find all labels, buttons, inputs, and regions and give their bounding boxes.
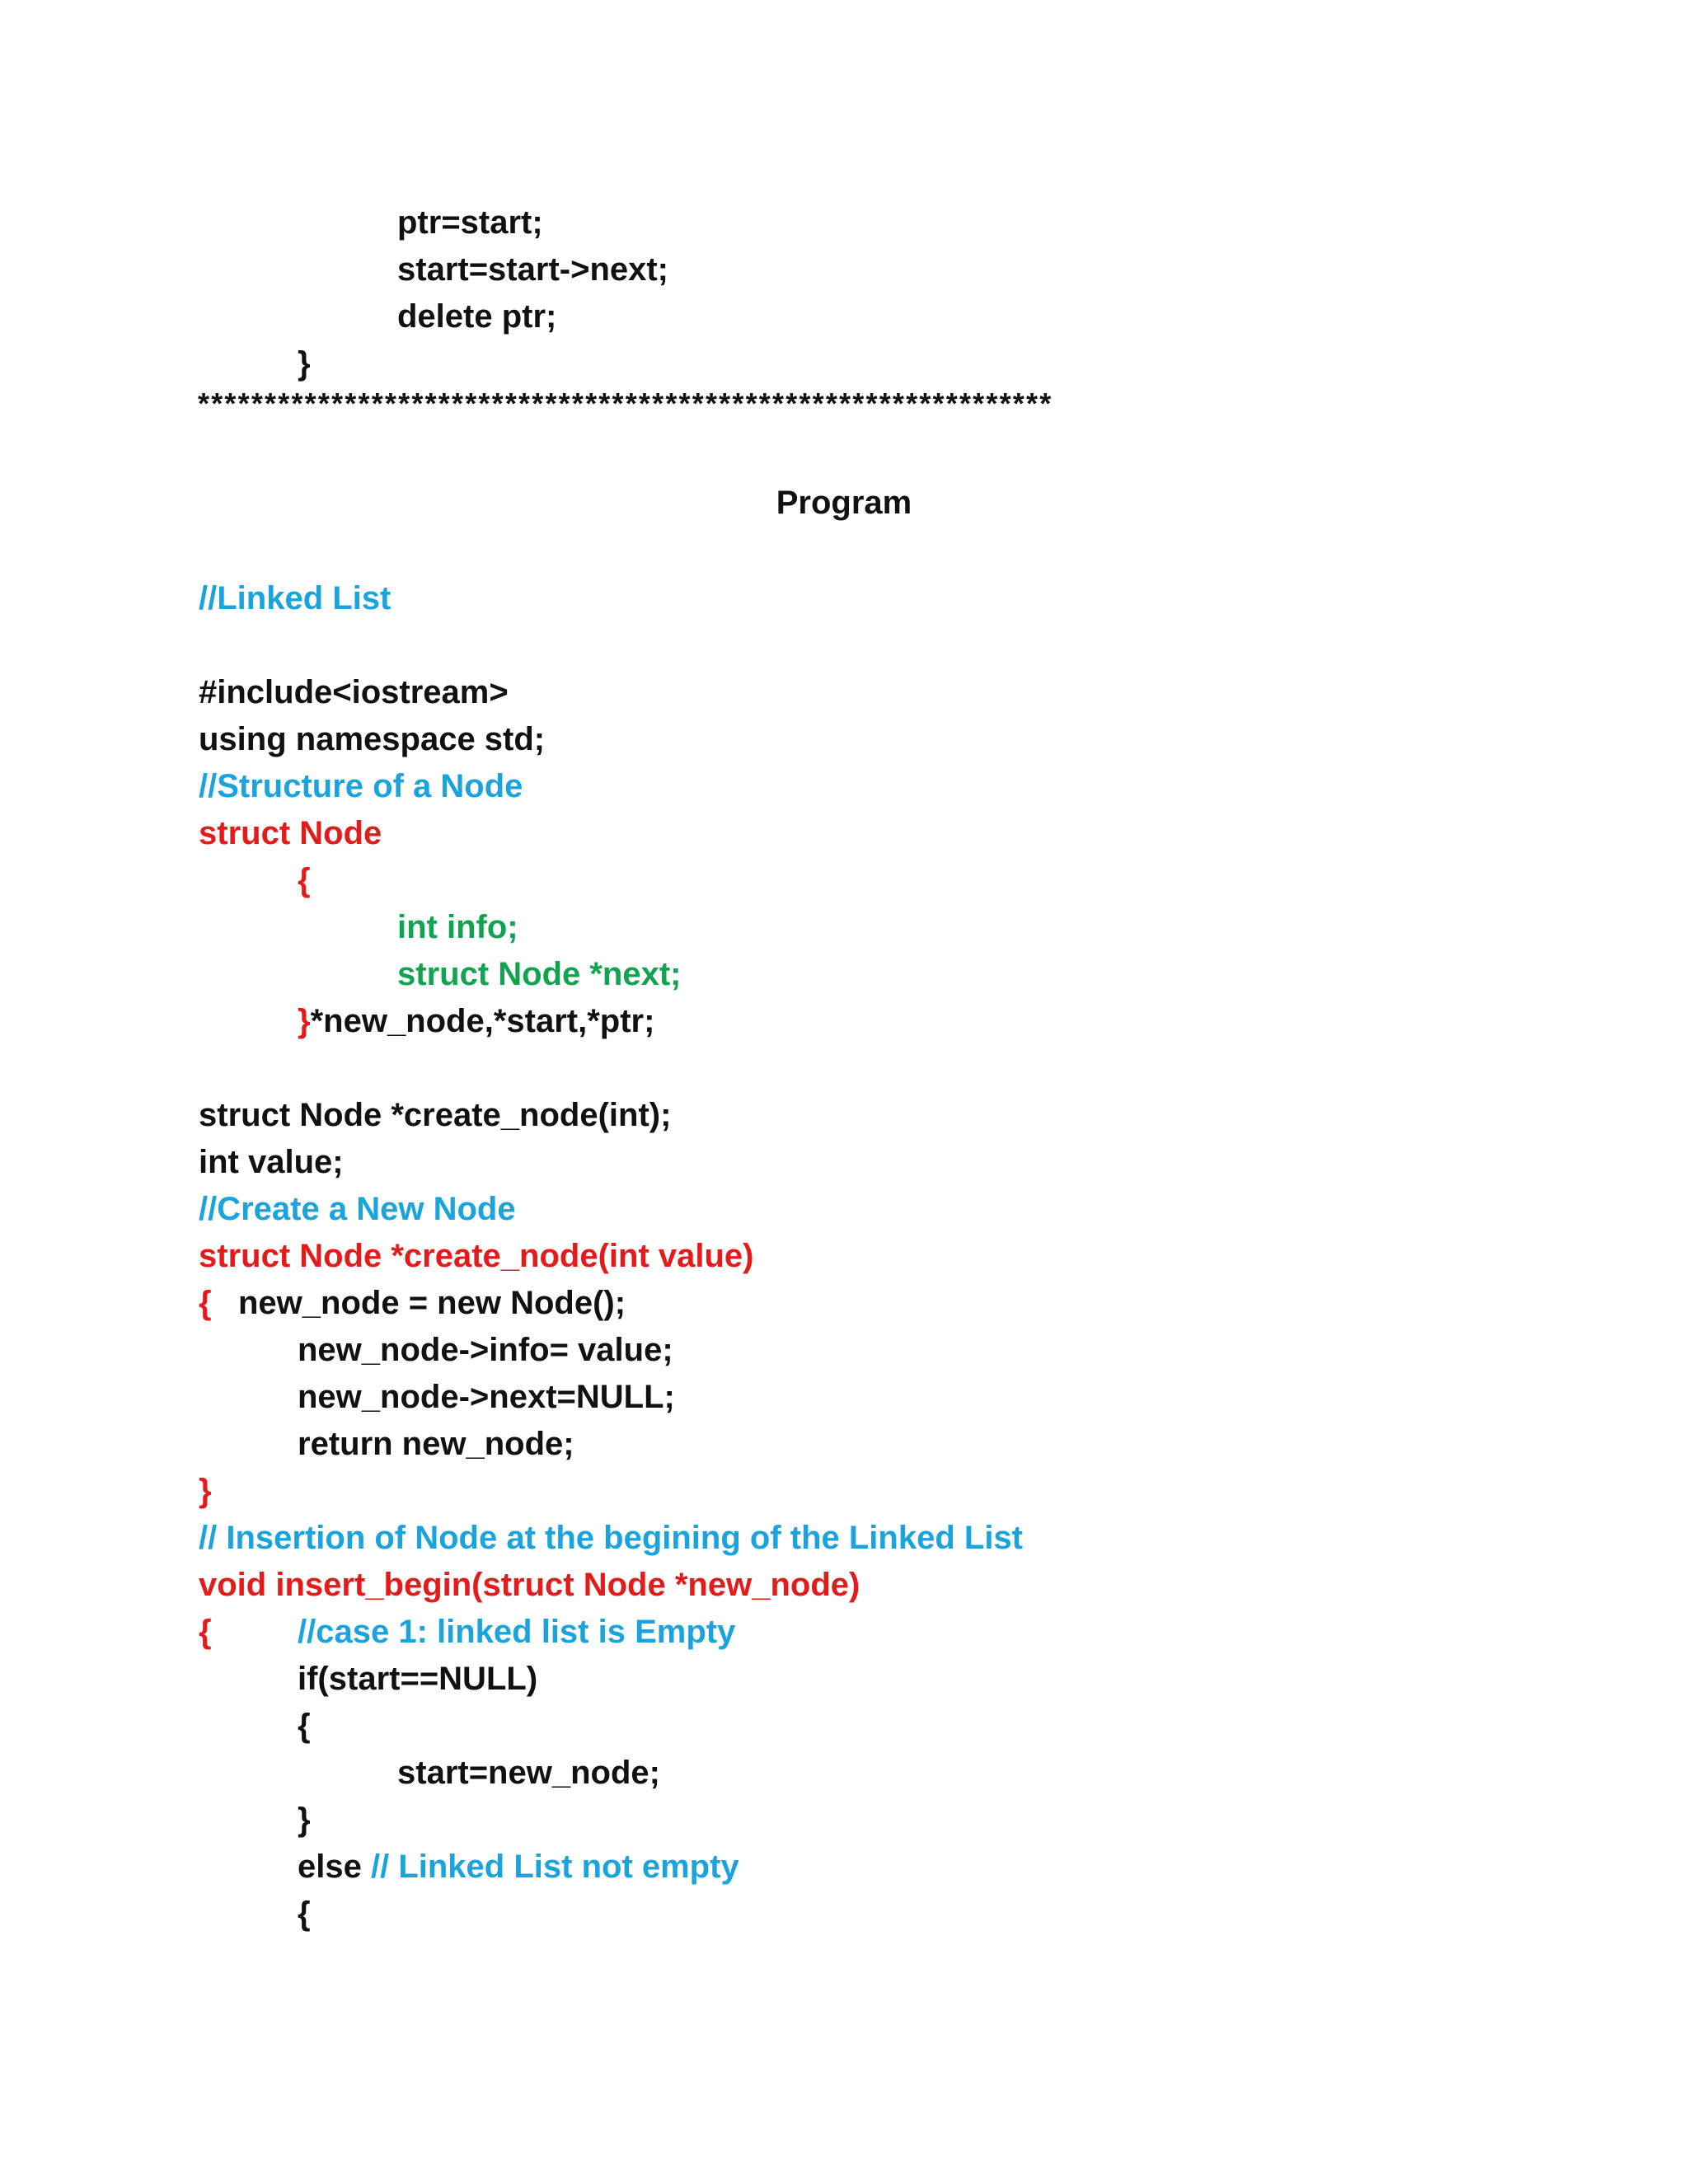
code-open-brace-insert: { bbox=[199, 1614, 212, 1650]
code-close-brace-if: } bbox=[298, 1802, 311, 1838]
code-else-line bbox=[298, 1847, 739, 1886]
code-new-node-alloc: new_node = new Node(); bbox=[238, 1285, 626, 1321]
page-title: Program bbox=[776, 485, 912, 521]
code-proto-create: struct Node *create_node(int); bbox=[199, 1097, 672, 1133]
comment-insertion: // Insertion of Node at the begining of the Linked List bbox=[199, 1520, 1023, 1556]
code-line-delete-ptr: delete ptr; bbox=[397, 298, 557, 335]
code-int-value: int value; bbox=[199, 1144, 344, 1180]
code-line-start-next: start=start->next; bbox=[397, 251, 669, 288]
comment-case-1: //case 1: linked list is Empty bbox=[298, 1614, 736, 1650]
code-return-node: return new_node; bbox=[298, 1426, 574, 1462]
code-start-assign: start=new_node; bbox=[397, 1755, 660, 1791]
code-using-namespace: using namespace std; bbox=[199, 721, 546, 757]
code-assign-info: new_node->info= value; bbox=[298, 1332, 673, 1368]
asterisk-separator: **************************************************************** bbox=[198, 387, 1053, 420]
code-field-next: struct Node *next; bbox=[397, 956, 682, 992]
code-func-insert: void insert_begin(struct Node *new_node) bbox=[199, 1567, 860, 1603]
code-else: else bbox=[298, 1849, 362, 1885]
comment-structure: //Structure of a Node bbox=[199, 768, 523, 804]
code-line-close-brace: } bbox=[298, 345, 311, 382]
comment-not-empty: // Linked List not empty bbox=[370, 1849, 739, 1885]
comment-linked-list: //Linked List bbox=[199, 580, 392, 616]
code-struct-close-line bbox=[298, 1001, 654, 1041]
code-close-brace-create: } bbox=[199, 1473, 212, 1509]
code-open-brace-if: { bbox=[298, 1708, 311, 1744]
code-func-create: struct Node *create_node(int value) bbox=[199, 1238, 754, 1274]
code-line-ptr-start: ptr=start; bbox=[397, 204, 543, 241]
code-field-info: int info; bbox=[397, 909, 518, 945]
code-struct-node: struct Node bbox=[199, 815, 382, 851]
code-struct-vars: *new_node,*start,*ptr; bbox=[310, 1003, 655, 1039]
code-assign-next: new_node->next=NULL; bbox=[298, 1379, 675, 1415]
code-close-brace-struct: } bbox=[298, 1003, 311, 1039]
code-open-brace-create: { bbox=[199, 1285, 212, 1321]
code-if-start-null: if(start==NULL) bbox=[298, 1661, 538, 1697]
code-open-brace-struct: { bbox=[298, 862, 311, 898]
comment-create-node: //Create a New Node bbox=[199, 1191, 516, 1227]
code-open-brace-else: { bbox=[298, 1896, 311, 1932]
code-include: #include<iostream> bbox=[199, 674, 509, 710]
